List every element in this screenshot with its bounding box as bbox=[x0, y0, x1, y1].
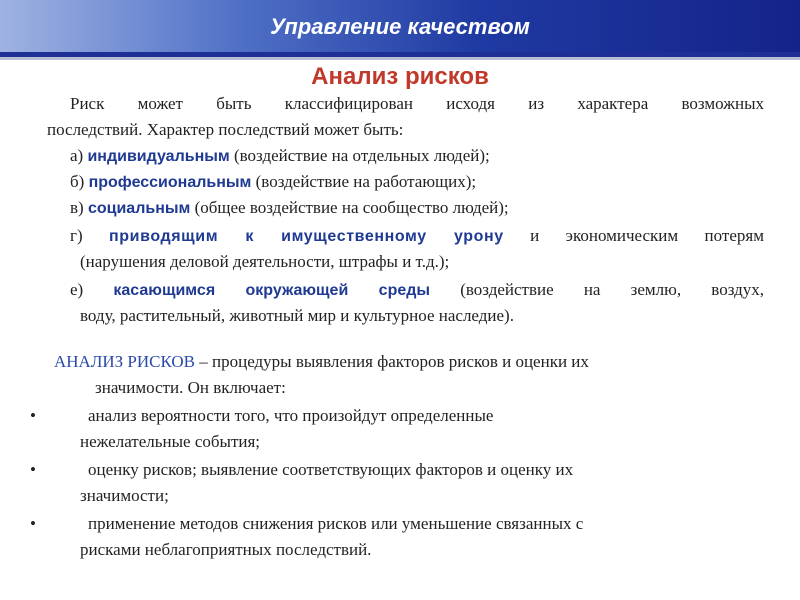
analysis-definition-continuation: значимости. Он включает: bbox=[95, 378, 286, 397]
item-description: (воздействие на отдельных людей); bbox=[229, 146, 490, 165]
slide-title: Анализ рисков bbox=[311, 63, 489, 90]
item-description: (воздействие на работающих); bbox=[251, 172, 477, 191]
item-prefix: а) bbox=[70, 146, 88, 165]
item-term: касающимся окружающей среды bbox=[113, 282, 431, 299]
classification-item-e bbox=[70, 278, 764, 303]
item-description: (общее воздействие на сообщество людей); bbox=[190, 198, 509, 217]
item-description: и экономическим потерям bbox=[503, 226, 764, 245]
item-term: приводящим к имущественному урону bbox=[109, 228, 504, 245]
classification-item-g bbox=[70, 224, 764, 249]
bullet-item-3-line-2: рисками неблагоприятных последствий. bbox=[80, 540, 372, 559]
analysis-definition bbox=[54, 350, 589, 374]
intro-line-2: последствий. Характер последствий может быть: bbox=[47, 120, 404, 139]
classification-item-g-continuation: (нарушения деловой деятельности, штрафы и т.д.); bbox=[80, 252, 450, 271]
classification-item-v bbox=[70, 196, 509, 221]
bullet-item-1-line-1: анализ вероятности того, что произойдут определенные bbox=[88, 406, 494, 425]
item-prefix: в) bbox=[70, 198, 88, 217]
item-term: индивидуальным bbox=[87, 148, 230, 165]
analysis-definition-text: – процедуры выявления факторов рисков и оценки их bbox=[195, 352, 589, 371]
bullet-item-3-line-1: применение методов снижения рисков или уменьшение связанных с bbox=[88, 514, 584, 533]
bullet-item-2-line-2: значимости; bbox=[80, 486, 169, 505]
item-prefix: г) bbox=[70, 226, 110, 245]
bullet-dot: • bbox=[30, 514, 36, 533]
item-term: социальным bbox=[87, 200, 191, 217]
bullet-dot: • bbox=[30, 460, 36, 479]
item-description: (воздействие на землю, воздух, bbox=[430, 280, 764, 299]
item-prefix: б) bbox=[70, 172, 89, 191]
bullet-item-2-line-1: оценку рисков; выявление соответствующих факторов и оценку их bbox=[88, 460, 574, 479]
item-term: профессиональным bbox=[88, 174, 252, 191]
intro-line-1: Риск может быть классифицирован исходя из характера возможных bbox=[70, 94, 764, 113]
classification-item-a bbox=[70, 144, 490, 169]
bullet-item-1-line-2: нежелательные события; bbox=[80, 432, 261, 451]
bullet-dot: • bbox=[30, 406, 36, 425]
classification-item-b bbox=[70, 170, 476, 195]
analysis-term: АНАЛИЗ РИСКОВ bbox=[54, 352, 196, 371]
item-prefix: е) bbox=[70, 280, 114, 299]
classification-item-e-continuation: воду, растительный, животный мир и культурное наследие). bbox=[80, 306, 514, 325]
header-title: Управление качеством bbox=[270, 14, 530, 39]
